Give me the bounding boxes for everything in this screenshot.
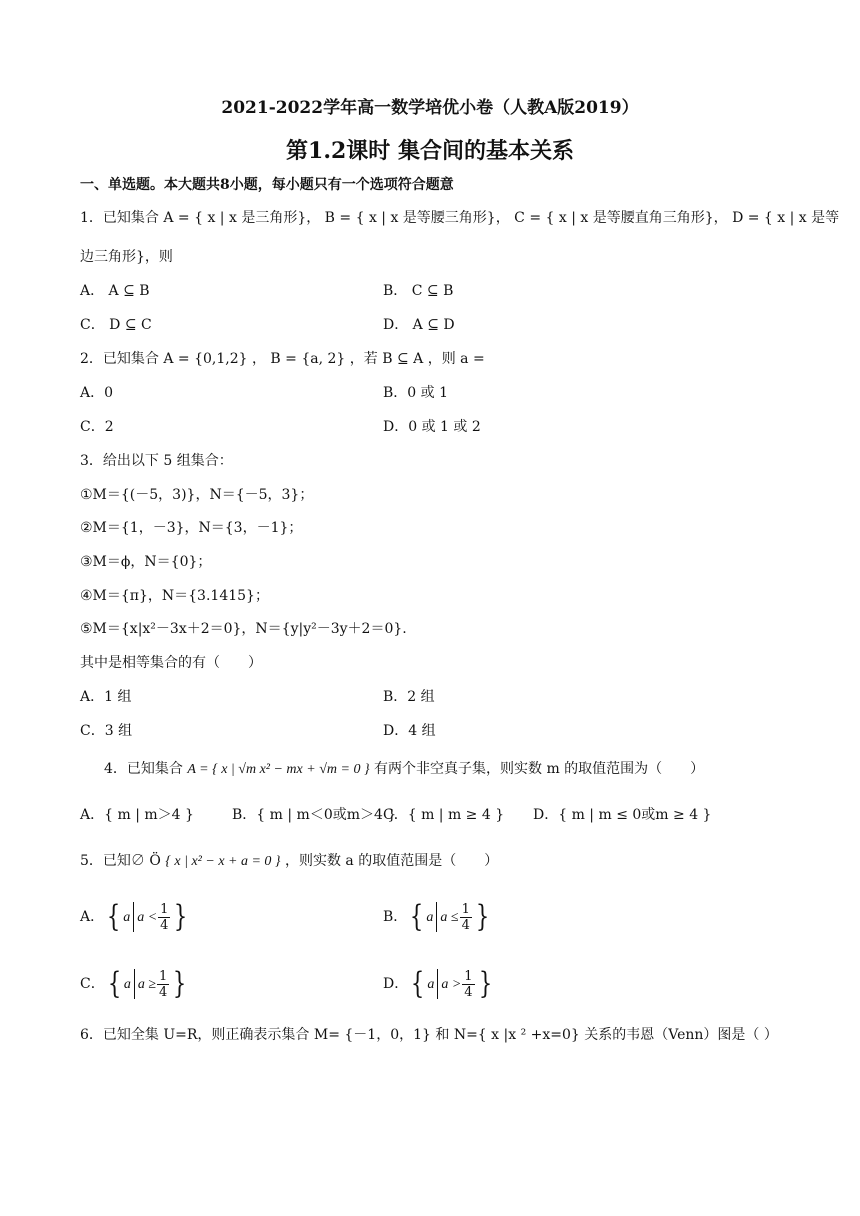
q3-option-d: D．4 组 xyxy=(383,723,436,739)
q4-stem xyxy=(104,759,704,780)
q6-stem: 6．已知全集 U=R，则正确表示集合 M= {－1，0，1} 和 N={ x |x ² +x=0} 关系的韦恩（Venn）图是（ ） xyxy=(80,1027,778,1043)
q5-option-c-label: C． xyxy=(80,976,105,992)
q5-set-expression: { x | x² − x + a = 0 } xyxy=(165,854,281,869)
q3-item-5: ⑤M＝{x|x²－3x＋2＝0}，N＝{y|y²－3y＋2＝0}. xyxy=(80,621,407,637)
q5-option-a-relation: a < xyxy=(137,910,158,925)
q2-stem: 2．已知集合 A = {0,1,2} ， B = {a, 2} ，若 B ⊆ A ，则 a = xyxy=(80,351,485,367)
q2-option-d: D．0 或 1 或 2 xyxy=(383,419,481,435)
q3-item-2: ②M＝{1，－3}，N＝{3，－1}； xyxy=(80,520,303,536)
q4-option-c: C．{ m | m ≥ 4 } xyxy=(383,807,505,823)
q5-option-d-numerator: 1 xyxy=(464,968,473,984)
q5-option-b: B．{ a a ≤ $\frac{1}{4}$ } xyxy=(383,899,490,934)
q5-option-a-label: A． xyxy=(80,909,105,925)
q5-option-b-denominator: 4 xyxy=(461,917,470,933)
q3-question: 其中是相等集合的有（ ） xyxy=(80,655,262,671)
q2-option-b: B．0 或 1 xyxy=(383,385,449,401)
q5-option-a-var: a xyxy=(123,910,131,925)
q4-option-d: D．{ m | m ≤ 0或m ≥ 4 } xyxy=(533,807,712,823)
section-heading: 一、单选题。本大题共8小题，每小题只有一个选项符合题意 xyxy=(80,177,454,193)
q1-option-c: C． D ⊆ C xyxy=(80,317,152,333)
q5-option-b-relation: a ≤ xyxy=(440,910,459,925)
q5-option-b-numerator: 1 xyxy=(461,901,470,917)
q5-option-a-numerator: 1 xyxy=(160,901,169,917)
q5-option-c-var: a xyxy=(123,977,131,992)
q5-stem-prefix: 5．已知∅ Ö xyxy=(80,853,161,869)
q4-stem-prefix: 4．已知集合 xyxy=(104,761,183,777)
q5-option-d: D．{ a a > $\frac{1}{4}$ } xyxy=(383,966,492,1001)
q4-option-a: A．{ m | m＞4 } xyxy=(80,807,194,823)
q5-option-d-relation: a > xyxy=(441,977,462,992)
q3-option-c: C．3 组 xyxy=(80,723,133,739)
q5-option-a-denominator: 4 xyxy=(160,917,169,933)
q3-option-b: B．2 组 xyxy=(383,689,435,705)
q1-stem-line1: 1．已知集合 A = { x | x 是三角形}， B = { x | x 是等腰三角形}， C = { x | x 是等腰直角三角形}， D = { x | x 是等 xyxy=(80,210,840,226)
lesson-title: 第1.2课时 集合间的基本关系 xyxy=(286,138,574,164)
q2-option-c: C．2 xyxy=(80,419,114,435)
q4-set-expression: A = { x | √m x² − mx + √m = 0 } xyxy=(187,762,370,777)
q5-option-a: A．{ a a < $\frac{1}{4}$ } xyxy=(80,899,188,934)
q1-option-b: B． C ⊆ B xyxy=(383,283,454,299)
q1-option-a: A． A ⊆ B xyxy=(80,283,150,299)
q5-option-d-var: a xyxy=(427,977,435,992)
q1-stem-line2: 边三角形}，则 xyxy=(80,249,173,265)
q5-option-b-var: a xyxy=(426,910,434,925)
q2-option-a: A．0 xyxy=(80,385,114,401)
q4-stem-suffix: 有两个非空真子集，则实数 m 的取值范围为（ ） xyxy=(374,761,705,777)
q3-option-a: A．1 组 xyxy=(80,689,132,705)
q5-option-c-numerator: 1 xyxy=(159,968,168,984)
q1-option-d: D． A ⊆ D xyxy=(383,317,455,333)
q5-stem xyxy=(80,851,498,872)
q5-option-d-label: D． xyxy=(383,976,409,992)
q3-stem: 3．给出以下 5 组集合： xyxy=(80,453,233,469)
q5-option-c-denominator: 4 xyxy=(159,984,168,1000)
q5-option-c: C．{ a a ≥ $\frac{1}{4}$ } xyxy=(80,966,187,1001)
q4-option-b: B．{ m | m＜0或m＞4 } xyxy=(232,807,397,823)
q3-item-4: ④M＝{π}，N＝{3.1415}； xyxy=(80,588,269,604)
q3-item-1: ①M＝{(－5，3)}，N＝{－5，3}； xyxy=(80,487,314,503)
q5-option-b-label: B． xyxy=(383,909,408,925)
q3-item-3: ③M＝ϕ，N＝{0}； xyxy=(80,554,212,570)
document-title: 2021-2022学年高一数学培优小卷（人教A版2019） xyxy=(221,98,639,118)
q5-stem-suffix: ，则实数 a 的取值范围是（ ） xyxy=(284,853,499,869)
q5-option-d-denominator: 4 xyxy=(464,984,473,1000)
q5-option-c-relation: a ≥ xyxy=(137,977,156,992)
